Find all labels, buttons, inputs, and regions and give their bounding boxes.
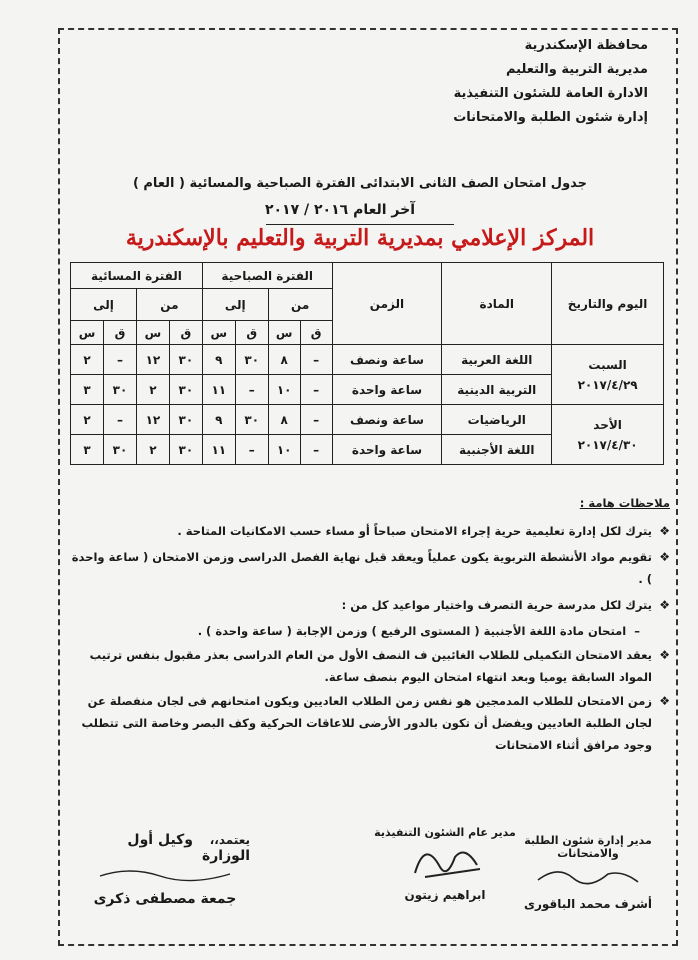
exam-schedule-table xyxy=(70,262,664,465)
time-cell: ٣٠ xyxy=(169,435,202,465)
time-cell: ١٢ xyxy=(136,345,169,375)
time-cell: – xyxy=(104,345,137,375)
day-name: الأحد xyxy=(593,417,622,432)
document-title: جدول امتحان الصف الثانى الابتدائى الفترة الصباحية والمسائية ( العام ) xyxy=(132,176,588,191)
note-text: تقويم مواد الأنشطة التربوية يكون عملياً ويعقد قبل نهاية الفصل الدراسى وزمن الامتحان ( ساعة واحدة ) . xyxy=(71,550,652,586)
note-text: يترك لكل إدارة تعليمية حرية إجراء الامتحان صباحاً أو مساء حسب الامكانيات المتاحة . xyxy=(177,524,652,538)
time-cell: ٣٠ xyxy=(235,345,268,375)
time-cell: – xyxy=(235,435,268,465)
note-item xyxy=(70,644,670,688)
time-cell: ٨ xyxy=(268,405,300,435)
note-item xyxy=(70,520,670,542)
subject-cell: التربية الدينية xyxy=(442,375,552,405)
media-center-overlay: المركز الإعلامي بمديرية التربية والتعليم بالإسكندرية xyxy=(125,225,595,251)
signature-title: مدير عام الشئون التنفيذية xyxy=(374,826,516,839)
time-cell: ٣٠ xyxy=(104,375,137,405)
evening-to-header: إلى xyxy=(71,289,137,321)
time-cell: ٣٠ xyxy=(169,405,202,435)
day-name: السبت xyxy=(588,357,627,372)
signature-title: وكيل أول الوزارة xyxy=(127,832,250,864)
hour-header: س xyxy=(136,321,169,345)
subject-cell: الرياضيات xyxy=(442,405,552,435)
time-cell: ١٢ xyxy=(136,405,169,435)
notes-title: ملاحظات هامة : xyxy=(579,496,670,510)
minute-header: ق xyxy=(235,321,268,345)
time-cell: ١١ xyxy=(202,435,235,465)
governorate-line: محافظة الإسكندرية xyxy=(524,38,648,53)
handwritten-signature xyxy=(528,860,648,890)
signature-name: أشرف محمد الباقورى xyxy=(523,897,653,911)
bullet-diamond-icon: ❖ xyxy=(659,648,670,662)
administration-line: الادارة العامة للشئون التنفيذية xyxy=(453,86,648,101)
time-cell: – xyxy=(300,435,332,465)
subject-cell: اللغة الأجنبية xyxy=(442,435,552,465)
time-cell: ٨ xyxy=(268,345,300,375)
time-cell: ٣ xyxy=(71,435,104,465)
morning-to-header: إلى xyxy=(202,289,268,321)
day-date-header: اليوم والتاريخ xyxy=(552,263,664,345)
academic-year: آخر العام ٢٠١٦ / ٢٠١٧ xyxy=(264,202,416,218)
morning-from-header: من xyxy=(268,289,332,321)
time-cell: ٢ xyxy=(136,435,169,465)
duration-cell: ساعة ونصف xyxy=(332,405,442,435)
time-cell: ٣ xyxy=(71,375,104,405)
signature-undersecretary xyxy=(80,832,250,907)
minute-header: ق xyxy=(169,321,202,345)
duration-cell: ساعة ونصف xyxy=(332,345,442,375)
letterhead xyxy=(453,34,648,130)
note-item xyxy=(70,690,670,756)
time-cell: ٣٠ xyxy=(169,345,202,375)
exam-date: ٢٠١٧/٤/٢٩ xyxy=(577,377,638,392)
time-cell: ٣٠ xyxy=(235,405,268,435)
time-cell: ٣٠ xyxy=(169,375,202,405)
directorate-line: مديرية التربية والتعليم xyxy=(505,62,648,77)
bullet-diamond-icon: ❖ xyxy=(659,598,670,612)
subject-cell: اللغة العربية xyxy=(442,345,552,375)
signature-student-affairs xyxy=(498,834,678,911)
time-cell: ٣٠ xyxy=(104,435,137,465)
note-text: امتحان مادة اللغة الأجنبية ( المستوى الرفيع ) وزمن الإجابة ( ساعة واحدة ) . xyxy=(197,624,627,638)
hour-header: س xyxy=(202,321,235,345)
time-cell: ١٠ xyxy=(268,435,300,465)
day-date-cell xyxy=(552,405,664,465)
evening-header: الفترة المسائية xyxy=(71,263,203,289)
note-item xyxy=(70,546,670,590)
time-cell: – xyxy=(235,375,268,405)
signature-executive xyxy=(365,826,525,902)
note-item xyxy=(70,594,670,616)
department-line: إدارة شئون الطلبة والامتحانات xyxy=(453,110,648,125)
time-cell: ١٠ xyxy=(268,375,300,405)
time-cell: ٢ xyxy=(136,375,169,405)
signature-name: جمعة مصطفى ذكرى xyxy=(93,891,237,907)
approval-label: يعتمد،، xyxy=(209,833,250,847)
evening-from-header: من xyxy=(136,289,202,321)
time-cell: ١١ xyxy=(202,375,235,405)
signature-name: ابراهيم زيتون xyxy=(404,888,486,902)
morning-header: الفترة الصباحية xyxy=(202,263,332,289)
exam-date: ٢٠١٧/٤/٣٠ xyxy=(577,437,638,452)
duration-cell: ساعة واحدة xyxy=(332,375,442,405)
minute-header: ق xyxy=(300,321,332,345)
time-cell: – xyxy=(300,375,332,405)
time-cell: – xyxy=(300,345,332,375)
time-cell: ٩ xyxy=(202,405,235,435)
bullet-diamond-icon: ❖ xyxy=(659,550,670,564)
table-row xyxy=(71,405,664,435)
note-subitem: – امتحان مادة اللغة الأجنبية ( المستوى الرفيع ) وزمن الإجابة ( ساعة واحدة ) . xyxy=(197,624,640,638)
time-cell: ٩ xyxy=(202,345,235,375)
time-cell: ٢ xyxy=(71,405,104,435)
bullet-diamond-icon: ❖ xyxy=(659,694,670,708)
subject-header: المادة xyxy=(442,263,552,345)
time-cell: – xyxy=(300,405,332,435)
day-date-cell xyxy=(552,345,664,405)
time-cell: – xyxy=(104,405,137,435)
dashed-border xyxy=(58,28,678,946)
note-text: يعقد الامتحان التكميلى للطلاب الغائبين ف النصف الأول من العام الدراسى بعذر مقبول بنفس ترتيب المواد السابقة يوميا وبعد انتهاء امتحان اليوم بنصف ساعة. xyxy=(89,648,652,684)
time-cell: ٢ xyxy=(71,345,104,375)
handwritten-signature xyxy=(90,864,240,884)
approval-block xyxy=(80,832,250,864)
hour-header: س xyxy=(71,321,104,345)
time-header: الزمن xyxy=(332,263,442,345)
note-text: يترك لكل مدرسة حرية التصرف واختيار مواعيد كل من : xyxy=(341,598,652,612)
bullet-diamond-icon: ❖ xyxy=(659,524,670,538)
duration-cell: ساعة واحدة xyxy=(332,435,442,465)
minute-header: ق xyxy=(104,321,137,345)
handwritten-signature xyxy=(385,839,505,881)
important-notes xyxy=(70,492,670,756)
note-text: زمن الامتحان للطلاب المدمجين هو نفس زمن الطلاب العاديين ويكون امتحانهم فى لجان منفصلة عن لجان الطلبة العاديين ويفضل أن تكون بالدور الأرضى للاعاقات الحركية وكف البصر وخاصة التى تتطلب وجود مرافق أثناء الامتحانات xyxy=(81,694,652,752)
table-row xyxy=(71,345,664,375)
hour-header: س xyxy=(268,321,300,345)
signature-title: مدير إدارة شئون الطلبة والامتحانات xyxy=(524,834,652,860)
